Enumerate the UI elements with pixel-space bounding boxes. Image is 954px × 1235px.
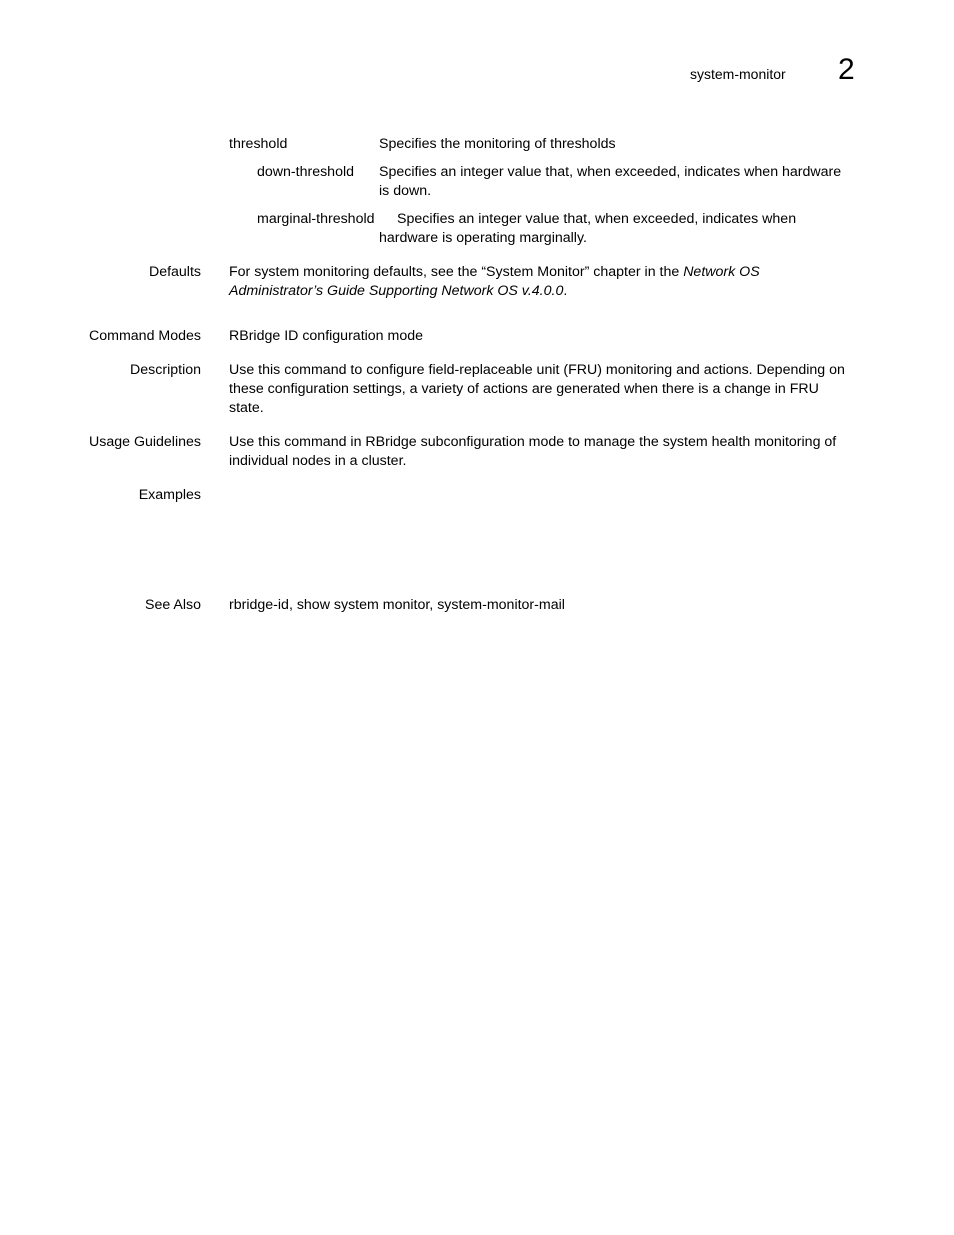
- param-term-down-threshold: down-threshold: [257, 164, 355, 180]
- param-desc-down-threshold: [379, 163, 874, 201]
- guide-title-part-2: Administrator’s Guide Supporting Network OS v.4.0.0: [229, 283, 564, 299]
- section-label-see-also: See Also: [144, 597, 201, 613]
- param-desc-line: Specifies an integer value that, when exceeded, indicates when hardware: [379, 164, 842, 180]
- guide-title-part-1: Network OS: [683, 264, 760, 280]
- see-also-separator: ,: [429, 597, 438, 613]
- section-body-defaults: [229, 263, 874, 301]
- section-label-examples: Examples: [138, 487, 201, 503]
- defaults-text: For system monitoring defaults, see the “System Monitor” chapter in the: [229, 264, 684, 280]
- param-desc-threshold: Specifies the monitoring of thresholds: [379, 136, 616, 152]
- section-body-description: [229, 361, 874, 418]
- description-line: these configuration settings, a variety of actions are generated when there is a change in FRU: [229, 381, 819, 397]
- usage-line: Use this command in RBridge subconfiguration mode to manage the system health monitoring of: [229, 434, 837, 450]
- defaults-period: .: [563, 283, 568, 299]
- running-header-title: system-monitor: [690, 66, 786, 82]
- chapter-number: 2: [838, 53, 855, 86]
- section-body-command-modes: RBridge ID configuration mode: [229, 328, 423, 344]
- param-desc-line: hardware is operating marginally.: [379, 230, 587, 246]
- usage-line: individual nodes in a cluster.: [229, 453, 407, 469]
- see-also-link-rbridge-id[interactable]: rbridge-id: [229, 597, 289, 613]
- section-label-command-modes: Command Modes: [89, 328, 201, 344]
- see-also-separator: ,: [288, 597, 297, 613]
- description-line: Use this command to configure field-replaceable unit (FRU) monitoring and actions. Depending on: [229, 362, 845, 378]
- section-label-defaults: Defaults: [148, 264, 201, 280]
- description-line: state.: [229, 400, 264, 416]
- param-desc-line: Specifies an integer value that, when exceeded, indicates when: [397, 211, 797, 227]
- section-label-description: Description: [130, 362, 201, 378]
- see-also-link-show-system-monitor[interactable]: show system monitor: [296, 597, 430, 613]
- param-desc-marginal-threshold: [379, 210, 874, 248]
- section-label-usage-guidelines: Usage Guidelines: [89, 434, 201, 450]
- param-desc-line: is down.: [379, 183, 432, 199]
- param-term-threshold: threshold: [229, 136, 288, 152]
- section-body-usage-guidelines: [229, 433, 874, 471]
- defaults-line-1: [229, 263, 874, 282]
- param-term-marginal-threshold: marginal-threshold: [257, 211, 375, 227]
- see-also-link-system-monitor-mail[interactable]: system-monitor-mail: [437, 597, 565, 613]
- defaults-line-2: [229, 282, 874, 301]
- section-body-see-also: [229, 596, 874, 615]
